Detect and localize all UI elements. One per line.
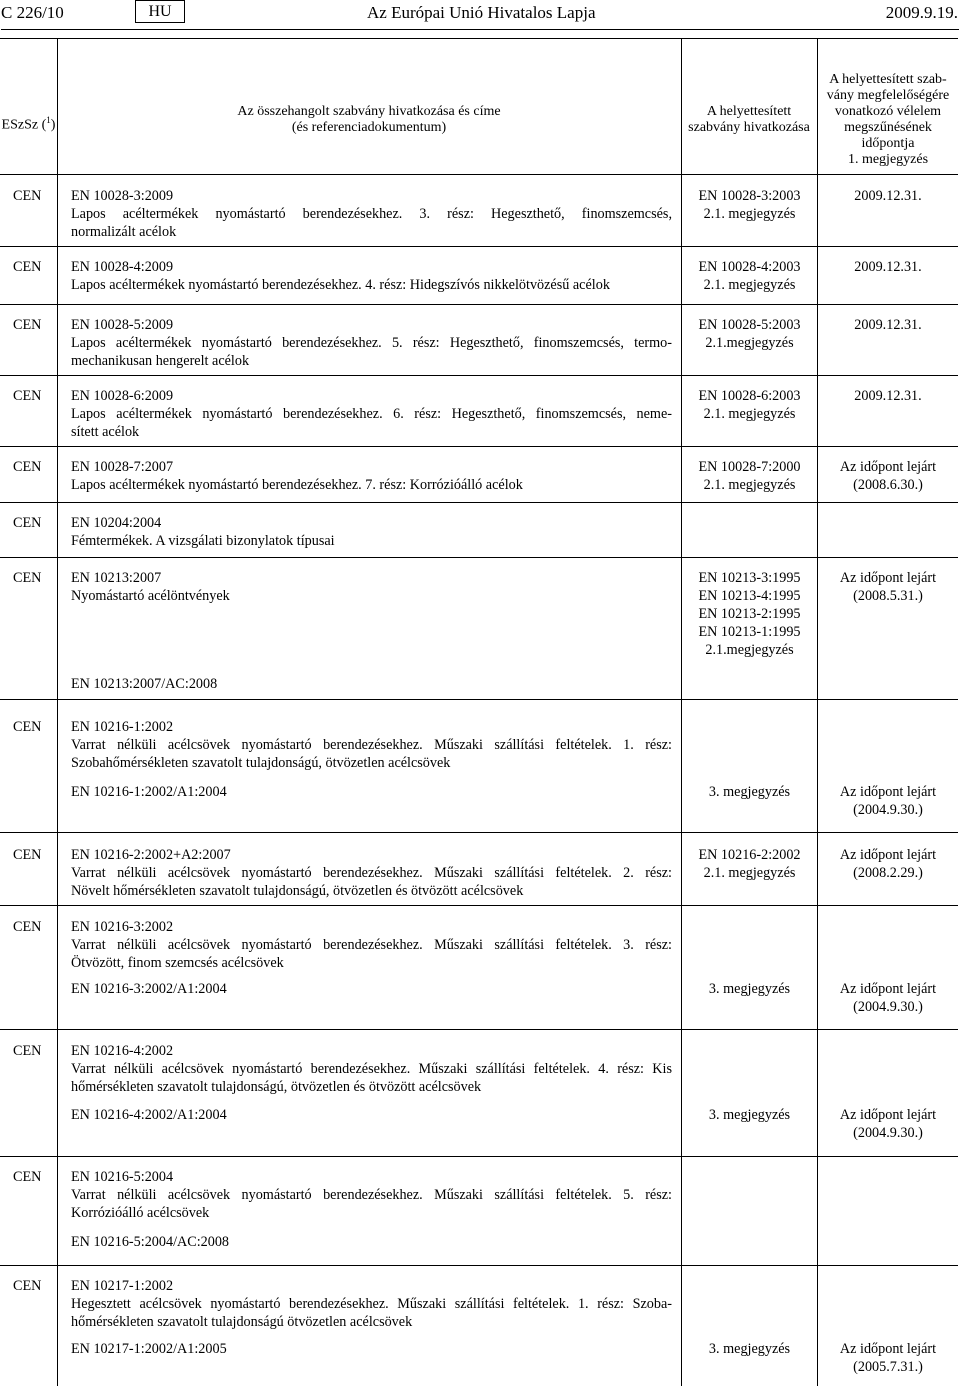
cessation-date: 2009.12.31. [854, 259, 922, 275]
superseded-standard: 2.1. megjegyzés [703, 406, 796, 422]
amendment-reference: EN 10216-5:2004/AC:2008 [71, 1234, 230, 1250]
column-divider [817, 38, 818, 1386]
standard-title-line: Fémtermékek. A vizsgálati bizonylatok típusai [71, 533, 335, 549]
standard-title-line: Lapos acéltermékek nyomástartó berendezésekhez. 4. rész: Hidegszívós nikkelötvözésű acélok [71, 277, 610, 293]
row-divider [0, 246, 958, 247]
page-header [0, 0, 960, 30]
row-divider [0, 1156, 958, 1157]
header-cell-org: ESzSz ($^1$) [1, 115, 56, 133]
superseded-standard: EN 10028-6:2003 [698, 388, 801, 404]
standard-reference: EN 10216-5:2004 [71, 1169, 174, 1185]
header-cell-title: Az összehangolt szabvány hivatkozása és címe (és referenciadokumentum) [237, 104, 501, 135]
standard-reference: EN 10216-4:2002 [71, 1043, 174, 1059]
journal-title: Az Európai Unió Hivatalos Lapja [367, 3, 596, 22]
superseded-standard: EN 10028-4:2003 [698, 259, 801, 275]
standard-reference: EN 10028-6:2009 [71, 388, 174, 404]
amendment-reference: EN 10217-1:2002/A1:2005 [71, 1341, 227, 1357]
row-divider [0, 1029, 958, 1030]
row-divider [0, 502, 958, 503]
superseded-standard: EN 10213-4:1995 [698, 588, 801, 604]
header-divider [1, 29, 959, 30]
standard-title-line: Hegesztett acélcsövek nyomástartó berendezésekhez. Műszaki szállítási feltételek. 1. rész: Szoba- [71, 1296, 672, 1312]
row-divider [0, 1265, 958, 1266]
row-divider [0, 375, 958, 376]
org-cell: CEN [13, 1278, 42, 1294]
column-divider [681, 38, 682, 1386]
superseded-standard: 2.1. megjegyzés [703, 865, 796, 881]
amendment-cessation-date: (2005.7.31.) [853, 1359, 923, 1375]
standard-title-line: Szobahőmérsékleten szavatolt tulajdonságú, ötvözetlen acélcsövek [71, 755, 451, 771]
amendment-superseded: 3. megjegyzés [708, 1341, 791, 1357]
row-divider [0, 832, 958, 833]
standard-title-line: mechanikusan hengerelt acélok [71, 353, 250, 369]
superseded-standard: 2.1. megjegyzés [703, 277, 796, 293]
standard-title-line: Nyomástartó acélöntvények [71, 588, 230, 604]
cessation-date: 2009.12.31. [854, 317, 922, 333]
standard-title-line: Varrat nélküli acélcsövek nyomástartó berendezésekhez. Műszaki szállítási feltételek. 4. rész: Kis [71, 1061, 672, 1077]
amendment-cessation-date: (2004.9.30.) [853, 999, 923, 1015]
row-divider [0, 905, 958, 906]
amendment-superseded: 3. megjegyzés [708, 784, 791, 800]
amendment-cessation-date: (2004.9.30.) [853, 802, 923, 818]
standard-reference: EN 10028-7:2007 [71, 459, 174, 475]
cessation-date: (2008.6.30.) [853, 477, 923, 493]
cessation-date: 2009.12.31. [854, 188, 922, 204]
cessation-date: Az időpont lejárt [839, 570, 937, 586]
org-cell: CEN [13, 1169, 42, 1185]
superseded-standard: EN 10028-3:2003 [698, 188, 801, 204]
amendment-cessation-date: Az időpont lejárt [839, 1341, 937, 1357]
amendment-superseded: 3. megjegyzés [708, 1107, 791, 1123]
table-header-rule [0, 174, 958, 175]
amendment-cessation-date: Az időpont lejárt [839, 784, 937, 800]
superseded-standard: EN 10213-1:1995 [698, 624, 801, 640]
org-cell: CEN [13, 459, 42, 475]
amendment-cessation-date: (2004.9.30.) [853, 1125, 923, 1141]
standard-reference: EN 10216-1:2002 [71, 719, 174, 735]
row-divider [0, 699, 958, 700]
standard-title-line: Korrózióálló acélcsövek [71, 1205, 210, 1221]
amendment-superseded: 3. megjegyzés [708, 981, 791, 997]
standard-reference: EN 10204:2004 [71, 515, 162, 531]
standard-title-line: Varrat nélküli acélcsövek nyomástartó berendezésekhez. Műszaki szállítási feltételek. 3. rész: [71, 937, 672, 953]
publication-date: 2009.9.19. [885, 3, 958, 22]
column-divider [57, 38, 58, 1386]
table-top-rule [0, 38, 958, 39]
org-cell: CEN [13, 919, 42, 935]
header-cell-date: A helyettesített szab- vány megfelelőségére vonatkozó vélelem megszűnésének időpontja 1. megjegyzés [826, 72, 950, 167]
superseded-standard: 2.1. megjegyzés [703, 206, 796, 222]
amendment-cessation-date: Az időpont lejárt [839, 981, 937, 997]
cessation-date: Az időpont lejárt [839, 847, 937, 863]
superseded-standard: 2.1. megjegyzés [703, 477, 796, 493]
org-cell: CEN [13, 188, 42, 204]
standard-title-line: Varrat nélküli acélcsövek nyomástartó berendezésekhez. Műszaki szállítási feltételek. 2. rész: [71, 865, 672, 881]
standard-reference: EN 10028-5:2009 [71, 317, 174, 333]
org-cell: CEN [13, 1043, 42, 1059]
standard-title-line: Varrat nélküli acélcsövek nyomástartó berendezésekhez. Műszaki szállítási feltételek. 5. rész: [71, 1187, 672, 1203]
cessation-date: 2009.12.31. [854, 388, 922, 404]
amendment-reference: EN 10216-3:2002/A1:2004 [71, 981, 227, 997]
standard-reference: EN 10216-3:2002 [71, 919, 174, 935]
standard-reference: EN 10216-2:2002+A2:2007 [71, 847, 231, 863]
superseded-standard: 2.1.megjegyzés [705, 642, 794, 658]
standard-reference: EN 10213:2007 [71, 570, 162, 586]
org-cell: CEN [13, 847, 42, 863]
standard-title-line: sített acélok [71, 424, 140, 440]
standard-title-line: Lapos acéltermékek nyomástartó berendezésekhez. 7. rész: Korrózióálló acélok [71, 477, 523, 493]
standard-reference: EN 10028-4:2009 [71, 259, 174, 275]
superseded-standard: EN 10213-2:1995 [698, 606, 801, 622]
language-badge: HU [135, 0, 185, 23]
row-divider [0, 557, 958, 558]
row-divider [0, 304, 958, 305]
standard-title-line: Ötvözött, finom szemcsés acélcsövek [71, 955, 284, 971]
amendment-reference: EN 10216-1:2002/A1:2004 [71, 784, 227, 800]
cessation-date: Az időpont lejárt [839, 459, 937, 475]
org-cell: CEN [13, 259, 42, 275]
standard-reference: EN 10217-1:2002 [71, 1278, 174, 1294]
org-cell: CEN [13, 317, 42, 333]
org-cell: CEN [13, 719, 42, 735]
page-reference: C 226/10 [1, 3, 64, 22]
standard-title-line: normalizált acélok [71, 224, 177, 240]
standard-title-line: hőmérsékleten szavatolt tulajdonságú ötvözetlen acélcsövek [71, 1314, 413, 1330]
superseded-standard: EN 10213-3:1995 [698, 570, 801, 586]
standard-title-line: Varrat nélküli acélcsövek nyomástartó berendezésekhez. Műszaki szállítási feltételek. 1. rész: [71, 737, 672, 753]
standard-title-line: Növelt hőmérsékleten szavatolt tulajdonságú, ötvözetlen és ötvözött acélcsövek [71, 883, 524, 899]
header-cell-superseded: A helyettesített szabvány hivatkozása [688, 104, 810, 135]
superseded-standard: EN 10216-2:2002 [698, 847, 801, 863]
cessation-date: (2008.5.31.) [853, 588, 923, 604]
superseded-standard: 2.1.megjegyzés [705, 335, 794, 351]
standard-title-line: hőmérsékleten szavatolt tulajdonságú, ötvözetlen és ötvözött acélcsövek [71, 1079, 482, 1095]
superseded-standard: EN 10028-5:2003 [698, 317, 801, 333]
cessation-date: (2008.2.29.) [853, 865, 923, 881]
org-cell: CEN [13, 388, 42, 404]
amendment-reference: EN 10216-4:2002/A1:2004 [71, 1107, 227, 1123]
row-divider [0, 446, 958, 447]
standard-title-line: Lapos acéltermékek nyomástartó berendezésekhez. 6. rész: Hegeszthető, finomszemcsés, neme- [71, 406, 672, 422]
standards-table [0, 38, 960, 1386]
standard-reference: EN 10028-3:2009 [71, 188, 174, 204]
amendment-cessation-date: Az időpont lejárt [839, 1107, 937, 1123]
org-cell: CEN [13, 570, 42, 586]
amendment-reference: EN 10213:2007/AC:2008 [71, 676, 218, 692]
org-cell: CEN [13, 515, 42, 531]
superseded-standard: EN 10028-7:2000 [698, 459, 801, 475]
standard-title-line: Lapos acéltermékek nyomástartó berendezésekhez. 3. rész: Hegeszthető, finomszemcsés, [71, 206, 672, 222]
standard-title-line: Lapos acéltermékek nyomástartó berendezésekhez. 5. rész: Hegeszthető, finomszemcsés, termo- [71, 335, 672, 351]
